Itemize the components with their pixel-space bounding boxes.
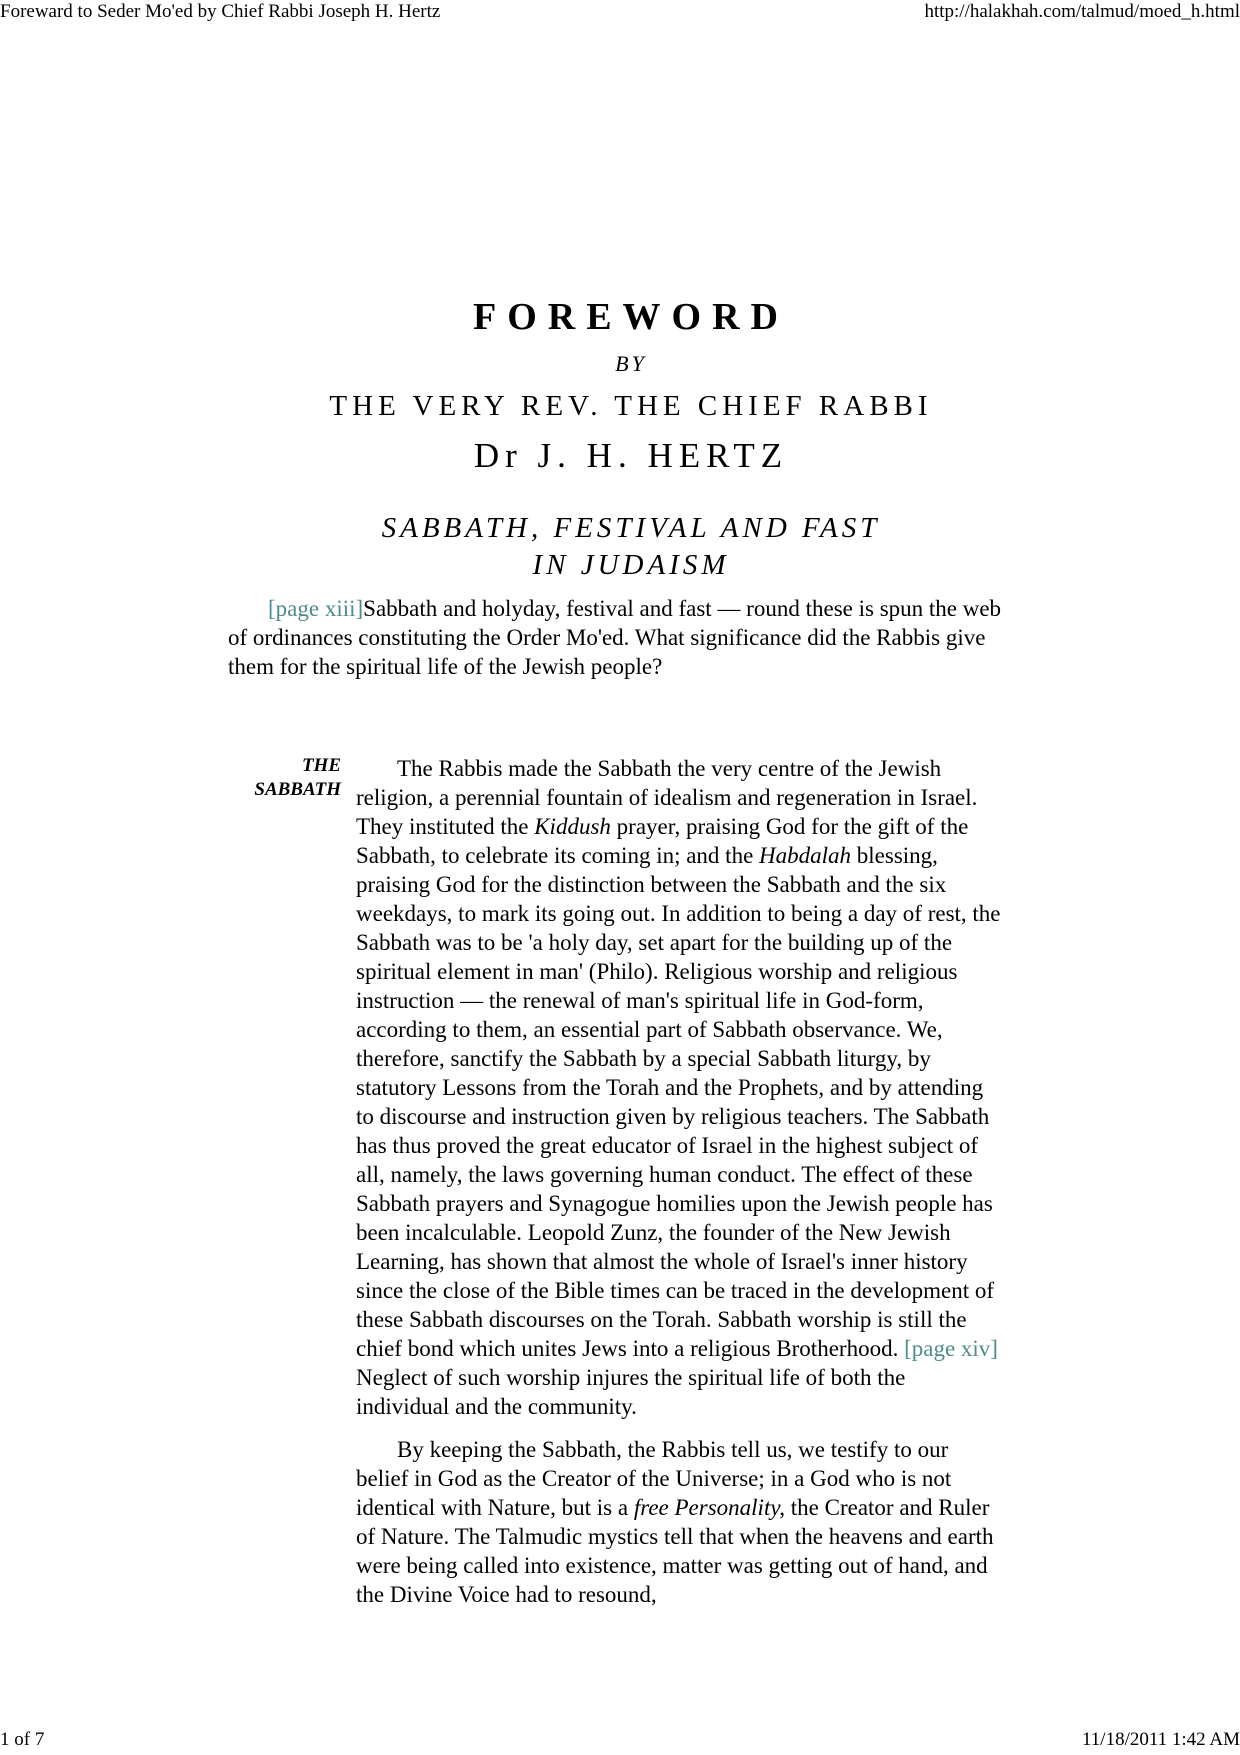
subtitle-line-2: IN JUDAISM bbox=[532, 549, 730, 581]
print-footer-page: 1 of 7 bbox=[0, 1729, 45, 1750]
intro-paragraph bbox=[228, 594, 1008, 681]
intro-text: Sabbath and holyday, festival and fast — round these is spun the web of ordinances constituting the Order Mo'ed. What significance did the Rabbis give them for the spiritual life of the Jewish people? bbox=[228, 596, 1002, 679]
habdalah-term: Habdalah bbox=[759, 843, 852, 868]
author-title: THE VERY REV. THE CHIEF RABBI bbox=[329, 390, 933, 422]
sabbath-section-body bbox=[356, 754, 1002, 1623]
print-header-title: Foreward to Seder Mo'ed by Chief Rabbi Joseph H. Hertz bbox=[0, 1, 441, 22]
p2-text-a: By keeping the Sabbath, the Rabbis tell us, we testify to our belief in God as the Creator of the Universe; in a God who is not identical with Nature, but is a bbox=[356, 1437, 952, 1520]
subtitle-line-1: SABBATH, FESTIVAL AND FAST bbox=[381, 512, 881, 544]
side-heading-line-2: SABBATH bbox=[254, 779, 341, 800]
p1-text-a: The Rabbis made the Sabbath the very centre of the Jewish religion, a perennial fountain of idealism and regeneration in Israel. They instituted the bbox=[356, 756, 978, 839]
p1-text-d: Neglect of such worship injures the spiritual life of both the individual and the community. bbox=[356, 1365, 906, 1419]
print-header-url: http://halakhah.com/talmud/moed_h.html bbox=[924, 1, 1240, 22]
kiddush-term: Kiddush bbox=[534, 814, 611, 839]
page-reference-link[interactable]: [page xiv] bbox=[904, 1336, 998, 1361]
p2-text-b: the Creator and Ruler of Nature. The Talmudic mystics tell that when the heavens and earth were being called into existence, matter was getting out of hand, and the Divine Voice had to resound, bbox=[356, 1495, 994, 1607]
paragraph-1 bbox=[356, 754, 1002, 1421]
by-line: BY bbox=[615, 351, 647, 376]
p1-text-b: prayer, praising God for the gift of the Sabbath, to celebrate its coming in; and the bbox=[356, 814, 969, 868]
foreword-title: FOREWORD bbox=[473, 296, 789, 338]
print-footer-datetime: 11/18/2011 1:42 AM bbox=[1082, 1729, 1240, 1750]
paragraph-2 bbox=[356, 1435, 1002, 1609]
author-name: Dr J. H. HERTZ bbox=[473, 436, 789, 475]
page-reference-link[interactable]: [page xiii] bbox=[268, 596, 364, 621]
free-personality-term: free Personality, bbox=[633, 1495, 786, 1520]
side-heading-line-1: THE bbox=[301, 755, 341, 776]
side-heading-sabbath bbox=[228, 754, 341, 802]
essay-subtitle bbox=[0, 510, 1240, 584]
p1-text-c: blessing, praising God for the distinction between the Sabbath and the six weekdays, to mark its going out. In addition to being a day of rest, the Sabbath was to be 'a holy day, set apart for the building up of the spiritual element in man' (Philo). Religious worship and religious instruction — the renewal of man's spiritual life in God-form, according to them, an essential part of Sabbath observance. We, therefore, sanctify the Sabbath by a special Sabbath liturgy, by statutory Lessons from the Torah and the Prophets, and by attending to discourse and instruction given by religious teachers. The Sabbath has thus proved the great educator of Israel in the highest subject of all, namely, the laws governing human conduct. The effect of these Sabbath prayers and Synagogue homilies upon the Jewish people has been incalculable. Leopold Zunz, the founder of the New Jewish Learning, has shown that almost the whole of Israel's inner history since the close of the Bible times can be traced in the development of these Sabbath discourses on the Torah. Sabbath worship is still the chief bond which unites Jews into a religious Brotherhood. bbox=[356, 843, 1001, 1361]
